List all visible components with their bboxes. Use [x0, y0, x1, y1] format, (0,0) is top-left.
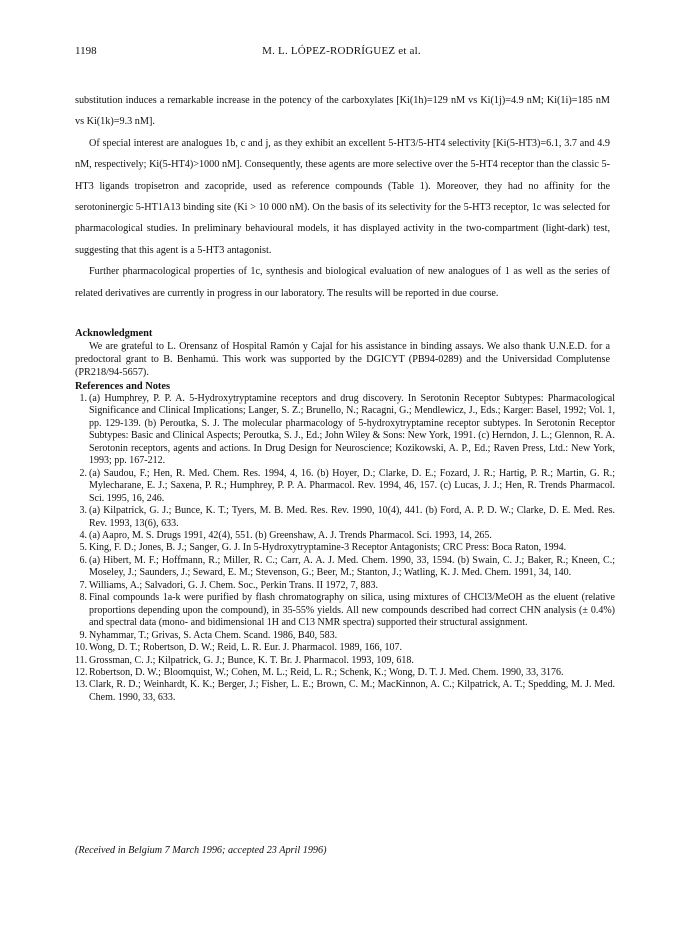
reference-item [75, 530, 615, 542]
reference-number: 9. [79, 629, 87, 641]
reference-text: (a) Saudou, F.; Hen, R. Med. Chem. Res. 1994, 4, 16. (b) Hoyer, D.; Clarke, D. E.; Fozard, J. R.; Hartig, P. R.; Martin, G. R.; Mylecharane, E. J.; Saxena, P. R.; Humphrey, P. P. A. Pharmacol. Rev. 1994, 46, 157. (c) Lucas, J. J.; Hen, R. Trends Pharmacol. Sci. 1995, 16, 246. [89, 467, 615, 504]
reference-text: (a) Kilpatrick, G. J.; Bunce, K. T.; Tyers, M. B. Med. Res. Rev. 1990, 10(4), 441. (b) Ford, A. P. D. W.; Clarke, D. E. Med. Res. Rev. 1993, 13(6), 633. [89, 505, 615, 529]
reference-text: Final compounds 1a-k were purified by flash chromatography on silica, using mixtures of CHCl3/MeOH as the eluent (relative proportions depending upon the compound), in 35-55% yields. All new compounds described had correct CHN analysis (± 0.4%) and spectral data (mono- and bidimensional 1H and C13 NMR spectra) supported their structural assignment. [89, 592, 615, 629]
reference-item [75, 642, 615, 654]
body-paragraph: substitution induces a remarkable increase in the potency of the carboxylates [Ki(1h)=129 nM vs Ki(1j)=4.9 nM; Ki(1i)=185 nM vs Ki(1k)=9.3 nM]. [75, 95, 610, 128]
acknowledgment-heading: Acknowledgment [75, 328, 153, 339]
running-title: M. L. LÓPEZ-RODRÍGUEZ et al. [262, 45, 421, 57]
reference-item [75, 655, 615, 667]
references-heading: References and Notes [75, 381, 171, 392]
body-text [75, 90, 610, 304]
reference-number: 3. [79, 505, 87, 517]
reference-item [75, 505, 615, 530]
reference-item [75, 592, 615, 629]
reference-item [75, 667, 615, 679]
reference-item [75, 679, 615, 704]
acknowledgment-text: We are grateful to L. Orensanz of Hospital Ramón y Cajal for his assistance in binding assays. We also thank U.N.E.D. for a predoctoral grant to B. Benhamú. This work was supported by the DGICYT (PB94-0289) and the Universidad Complutense (PR218/94-5657). [75, 341, 610, 378]
reference-number: 8. [79, 592, 87, 604]
reference-number: 7. [79, 579, 87, 591]
reference-number: 6. [79, 554, 87, 566]
reference-text: Clark, R. D.; Weinhardt, K. K.; Berger, J.; Fisher, L. E.; Brown, C. M.; MacKinnon, A. C.; Kilpatrick, A. T.; Spedding, M. J. Med. Chem. 1990, 33, 633. [89, 679, 615, 703]
reference-text: Williams, A.; Salvadori, G. J. Chem. Soc., Perkin Trans. II 1972, 7, 883. [89, 579, 379, 591]
body-paragraph: Of special interest are analogues 1b, c and j, as they exhibit an excellent 5-HT3/5-HT4 selectivity [Ki(5-HT3)=6.1, 3.7 and 4.9 nM, respectively; Ki(5-HT4)>1000 nM]. Consequently, these agents are more selective over the 5-HT4 receptor than the classic 5-HT3 ligands tropisetron and zacopride, used as reference compounds (Table 1). Moreover, they had no affinity for the serotoninergic 5-HT1A13 binding site (Ki > 10 000 nM). On the basis of its selectivity for the 5-HT3 receptor, 1c was selected for pharmacological studies. In preliminary behavioural models, it has displayed activity in the two-compartment (light-dark) test, suggesting that this agent is a 5-HT3 antagonist. [75, 137, 610, 256]
reference-text: (a) Humphrey, P. P. A. 5-Hydroxytryptamine receptors and drug discovery. In Serotonin Receptor Subtypes: Pharmacological Significance and Clinical Implications; Langer, S. Z.; Brunello, N.; Racagni, G.; Mendlewicz, J., Eds.; Karger: Basel, 1992; Vol. 1, pp. 129-139. (b) Peroutka, S. J. The molecular pharmacology of 5-hydroxytryptamine receptor subtypes. In Serotonin Receptor Subtypes: Basic and Clinical Aspects; Peroutka, S. J., Ed.; John Wiley & Sons: New York, 1991. (c) Herndon, J. L.; Glennon, R. A. Serotonin receptors, agents and actions. In Drug Design for Neuroscience; Kozikowski, A. P., Ed.; Raven Press, Ltd.: New York, 1993; pp. 167-212. [89, 393, 615, 467]
reference-number: 12. [75, 666, 88, 678]
reference-number: 5. [79, 542, 87, 554]
reference-number: 10. [75, 642, 88, 654]
reference-item [75, 630, 615, 642]
reference-item [75, 393, 615, 468]
reference-text: Nyhammar, T.; Grivas, S. Acta Chem. Scand. 1986, B40, 583. [89, 629, 338, 641]
reference-text: (a) Aapro, M. S. Drugs 1991, 42(4), 551. (b) Greenshaw, A. J. Trends Pharmacol. Sci. 1993, 14, 265. [89, 529, 492, 541]
reference-text: Grossman, C. J.; Kilpatrick, G. J.; Bunce, K. T. Br. J. Pharmacol. 1993, 109, 618. [89, 654, 414, 666]
reference-number: 13. [75, 679, 88, 691]
reference-number: 4. [79, 529, 87, 541]
reference-number: 2. [79, 467, 87, 479]
reference-text: (a) Hibert, M. F.; Hoffmann, R.; Miller, R. C.; Carr, A. A. J. Med. Chem. 1990, 33, 1594. (b) Swain, C. J.; Baker, R.; Kneen, C.; Moseley, J.; Saunders, J.; Seward, E. M.; Stevenson, G.; Beer, M.; Stanton, J.; Watling, K. J. Med. Chem. 1991, 34, 140. [89, 554, 615, 579]
reference-text: Robertson, D. W.; Bloomquist, W.; Cohen, M. L.; Reid, L. R.; Schenk, K.; Wong, D. T. J. Med. Chem. 1990, 33, 3176. [89, 666, 564, 678]
references-list [75, 393, 615, 704]
received-date: (Received in Belgium 7 March 1996; accepted 23 April 1996) [75, 845, 327, 856]
reference-text: Wong, D. T.; Robertson, D. W.; Reid, L. R. Eur. J. Pharmacol. 1989, 166, 107. [89, 642, 402, 654]
page-number: 1198 [75, 45, 97, 57]
reference-item [75, 468, 615, 505]
reference-item [75, 542, 615, 554]
reference-text: King, F. D.; Jones, B. J.; Sanger, G. J. In 5-Hydroxytryptamine-3 Receptor Antagonists; CRC Press: Boca Raton, 1994. [89, 542, 567, 554]
reference-number: 1. [79, 393, 87, 404]
reference-number: 11. [75, 654, 88, 666]
body-paragraph: Further pharmacological properties of 1c, synthesis and biological evaluation of new analogues of 1 as well as the series of related derivatives are currently in progress in our laboratory. The results will be reported in due course. [75, 266, 610, 299]
reference-item [75, 555, 615, 580]
reference-item [75, 580, 615, 592]
